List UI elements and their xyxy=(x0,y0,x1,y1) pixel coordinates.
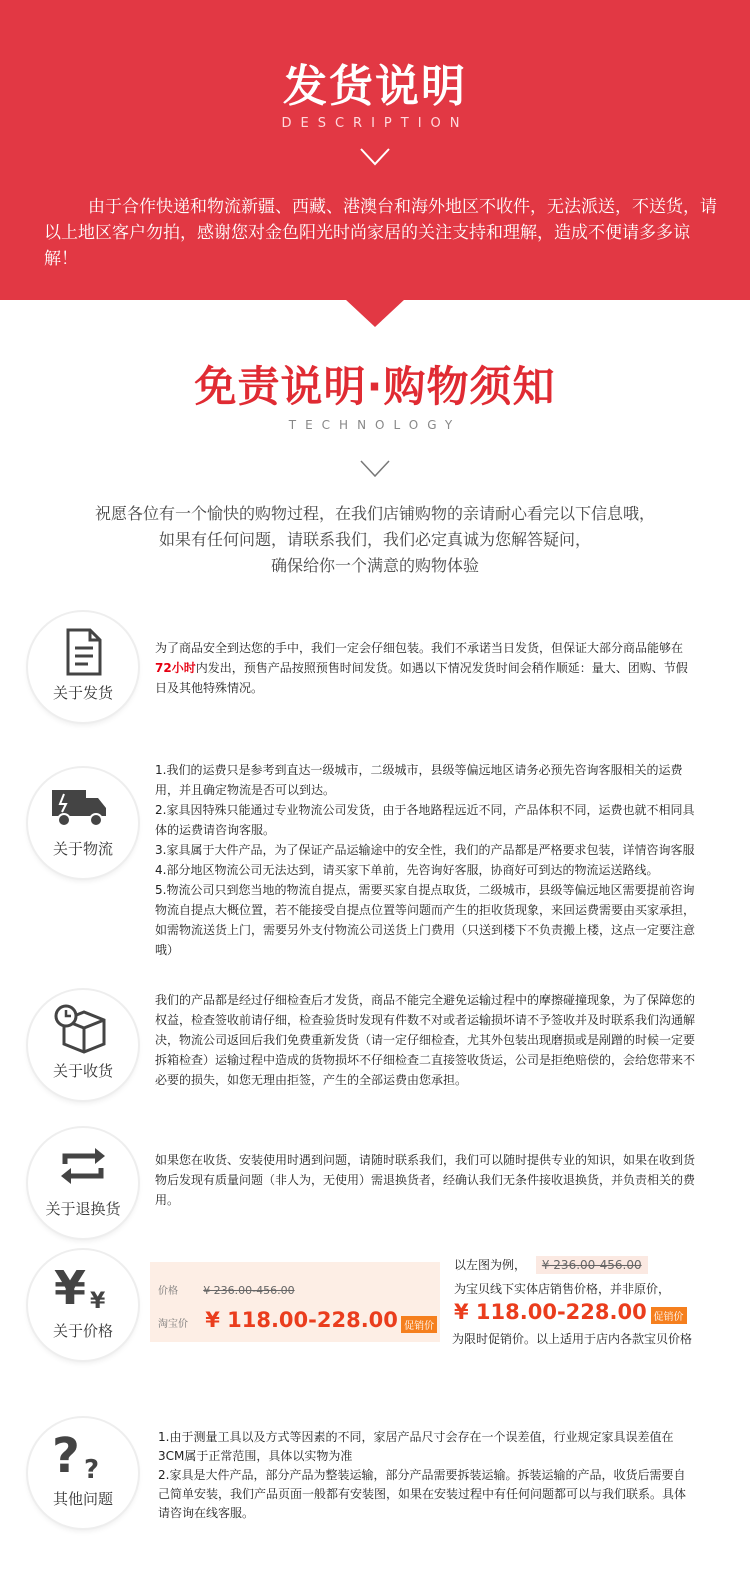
promo-tag: 促销价 xyxy=(651,1307,687,1324)
svg-text:?: ? xyxy=(52,1428,80,1482)
truck-icon xyxy=(50,784,110,834)
delivery-text-a: 为了商品安全到达您的手中，我们一定会仔细包装。我们不承诺当日发货，但保证大部分商品能够在 xyxy=(155,641,684,655)
intro-line: 确保给你一个满意的购物体验 xyxy=(270,556,479,575)
price-row xyxy=(158,1282,295,1297)
delivery-highlight: 72小时 xyxy=(155,661,196,675)
example-new-price: ¥ 118.00-228.00 xyxy=(454,1300,647,1324)
chevron-down-icon xyxy=(360,148,390,166)
document-icon xyxy=(58,626,108,678)
delivery-text-b: 内发出，预售产品按照预售时间发货。如遇以下情况发货时间会稍作顺延：量大、团购、节假日及其他特殊情况。 xyxy=(155,661,688,695)
returns-badge xyxy=(28,1128,138,1238)
delivery-label: 关于发货 xyxy=(52,684,113,702)
logistics-badge xyxy=(28,768,138,878)
promo-tag: 促销价 xyxy=(401,1316,437,1333)
price-row-label: 价格 xyxy=(158,1286,178,1297)
chevron-down-icon xyxy=(360,460,390,478)
price-label: 关于价格 xyxy=(52,1322,113,1340)
example-old-price: ¥ 236.00-456.00 xyxy=(536,1256,648,1274)
price-note-prefix: 以左图为例， xyxy=(454,1258,527,1272)
promo-row-label: 淘宝价 xyxy=(158,1319,188,1330)
list-item: 2.家具因特殊只能通过专业物流公司发货，由于各地路程远近不同，产品体积不同，运费也就不相同具体的运费请咨询客服。 xyxy=(155,803,695,837)
list-item: 1.我们的运费只是参考到直达一级城市，二级城市，县级等偏远地区请务必预先咨询客服相关的运费用，并且确定物流是否可以到达。 xyxy=(155,763,683,797)
intro-line: 如果有任何问题，请联系我们，我们必定真诚为您解答疑问， xyxy=(158,530,591,549)
disclaimer-intro xyxy=(0,501,750,579)
banner-notch xyxy=(345,299,405,327)
delivery-badge xyxy=(28,612,138,722)
exchange-icon xyxy=(57,1144,109,1188)
intro-line: 祝愿各位有一个愉快的购物过程，在我们店铺购物的亲请耐心看完以下信息哦， xyxy=(94,504,655,523)
svg-text:¥: ¥ xyxy=(54,1262,87,1314)
receiving-badge xyxy=(28,990,138,1100)
disclaimer-subtitle: TECHNOLOGY xyxy=(288,418,462,432)
receiving-label: 关于收货 xyxy=(52,1062,113,1080)
list-item: 4.部分地区物流公司无法达到，请买家下单前，先咨询好客服，协商好可到达的物流运送路线。 xyxy=(155,863,659,877)
other-list xyxy=(158,1428,688,1523)
promo-price: ¥ 118.00-228.00 xyxy=(205,1308,398,1332)
other-label: 其他问题 xyxy=(52,1490,113,1508)
svg-text:¥: ¥ xyxy=(90,1289,106,1314)
yen-icon xyxy=(52,1262,112,1314)
price-note-line3 xyxy=(454,1300,687,1324)
shipping-text: 由于合作快递和物流新疆、西藏、港澳台和海外地区不收件，无法派送，不送货，请以上地区客户勿拍，感谢您对金色阳光时尚家居的关注支持和理解，造成不便请多多谅解！ xyxy=(44,197,717,269)
svg-text:?: ? xyxy=(84,1455,100,1482)
price-note-line1 xyxy=(454,1256,648,1274)
list-item: 1.由于测量工具以及方式等因素的不同，家居产品尺寸会存在一个误差值，行业规定家具误差值在 3CM属于正常范围，具体以实物为准 xyxy=(158,1430,686,1463)
shipping-title: 发货说明 xyxy=(283,61,467,112)
price-badge xyxy=(28,1250,138,1360)
logistics-list xyxy=(155,760,695,960)
receiving-text: 我们的产品都是经过仔细检查后才发货，商品不能完全避免运输过程中的摩擦碰撞现象，为了保障您的权益，检查签收前请仔细，检查验货时发现有件数不对或者运输损坏请不予签收并及时联系我们沟通解决，物流公司返回后我们免费重新发货（请一定仔细检查，尤其外包装出现磨损或是剐蹭的时候一定要拆箱检查）运输过程中造成的货物损坏不仔细检查二直接签收货运，公司是拒绝赔偿的，会给您带来不必要的损失，如您无理由拒签，产生的全部运费由您承担。 xyxy=(155,993,696,1087)
price-example-box xyxy=(150,1262,440,1342)
shipping-subtitle: DESCRIPTION xyxy=(281,116,469,131)
promo-row xyxy=(158,1308,437,1333)
original-price: ¥ 236.00-456.00 xyxy=(203,1284,295,1297)
delivery-text xyxy=(155,638,695,698)
other-badge xyxy=(28,1418,138,1528)
returns-label: 关于退换货 xyxy=(45,1200,121,1218)
price-note-line4: 为限时促销价。以上适用于店内各款宝贝价格 xyxy=(452,1332,693,1346)
price-note-line2: 为宝贝线下实体店销售价格，并非原价， xyxy=(454,1282,671,1296)
list-item: 3.家具属于大件产品，为了保证产品运输途中的安全性，我们的产品都是严格要求包装，详情咨询客服 xyxy=(155,843,695,857)
returns-text: 如果您在收货、安装使用时遇到问题，请随时联系我们，我们可以随时提供专业的知识，如果在收到货物后发现有质量问题（非人为，无使用）需退换货者，经确认我们无条件接收退换货，并负责相关的费用。 xyxy=(155,1153,696,1207)
package-clock-icon xyxy=(54,1002,110,1054)
logistics-label: 关于物流 xyxy=(52,840,113,858)
question-icon xyxy=(52,1428,112,1482)
disclaimer-title: 免责说明·购物须知 xyxy=(194,362,556,411)
list-item: 5.物流公司只到您当地的物流自提点，需要买家自提点取货，二级城市，县级等偏远地区需要提前咨询物流自提点大概位置，若不能接受自提点位置等问题而产生的拒收货现象，来回运费需要由买家承担，如需物流送货上门，需要另外支付物流公司送货上门费用（只送到楼下不负责搬上楼，这点一定要注意哦） xyxy=(155,883,696,957)
list-item: 2.家具是大件产品，部分产品为整装运输，部分产品需要拆装运输。拆装运输的产品，收货后需要自己简单安装，我们产品页面一般都有安装图，如果在安装过程中有任何问题都可以与我们联系。具体请咨询在线客服。 xyxy=(158,1468,687,1520)
